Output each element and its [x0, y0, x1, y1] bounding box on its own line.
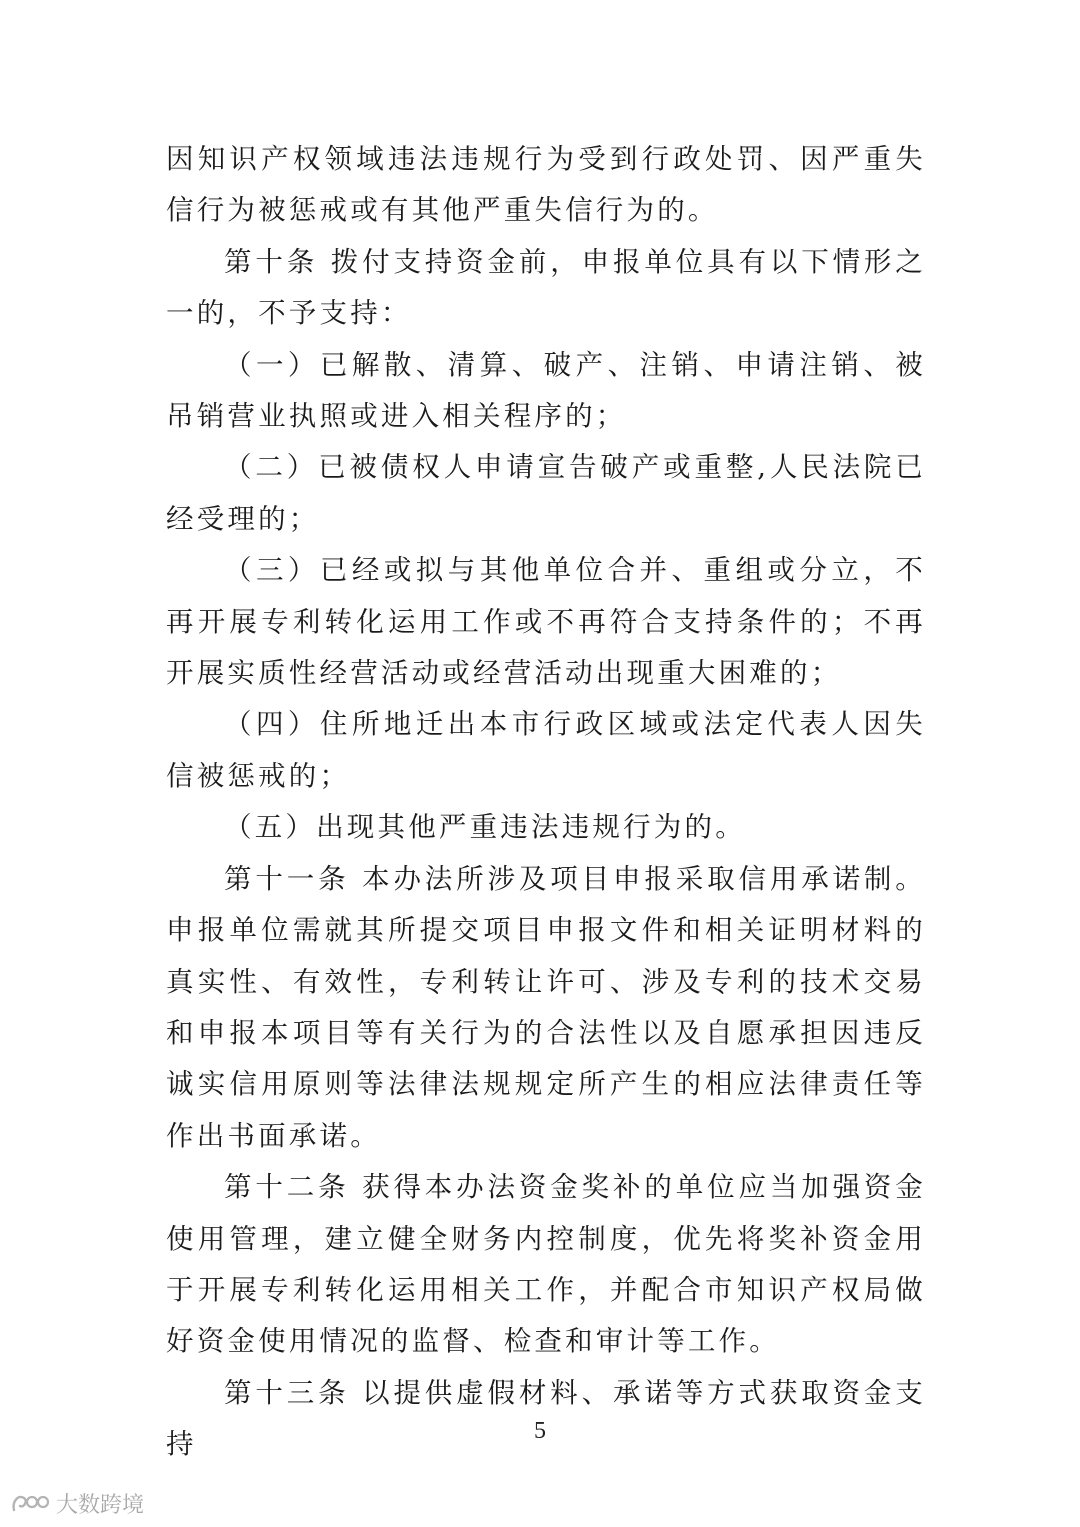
paragraph-article-10: 第十条 拨付支持资金前，申报单位具有以下情形之一的，不予支持：	[166, 245, 926, 330]
paragraph-article-13: 第十三条 以提供虚假材料、承诺等方式获取资金支持	[166, 1376, 926, 1461]
paragraph-article-11: 第十一条 本办法所涉及项目申报采取信用承诺制。申报单位需就其所提交项目申报文件和相关证明材料的真实性、有效性，专利转让许可、涉及专利的技术交易和申报本项目等有关行为的合法性以及自愿承担因违反诚实信用原则等法律法规规定所产生的相应法律责任等作出书面承诺。	[166, 862, 926, 1152]
paragraph-item-5: （五）出现其他严重违法违规行为的。	[224, 811, 746, 844]
logo-icon	[10, 1490, 50, 1516]
watermark-text: 大数跨境	[56, 1492, 145, 1518]
paragraph-item-1: （一）已解散、清算、破产、注销、申请注销、被吊销营业执照或进入相关程序的；	[166, 348, 926, 433]
paragraph-continued: 因知识产权领域违法违规行为受到行政处罚、因严重失信行为被惩戒或有其他严重失信行为的。	[166, 143, 926, 227]
paragraph-item-3: （三）已经或拟与其他单位合并、重组或分立，不再开展专利转化运用工作或不再符合支持条件的；不再开展实质性经营活动或经营活动出现重大困难的；	[166, 554, 926, 690]
paragraph-item-4: （四）住所地迁出本市行政区域或法定代表人因失信被惩戒的；	[166, 708, 926, 792]
paragraph-article-12: 第十二条 获得本办法资金奖补的单位应当加强资金使用管理，建立健全财务内控制度，优先将奖补资金用于开展专利转化运用相关工作，并配合市知识产权局做好资金使用情况的监督、检查和审计等工作。	[166, 1171, 926, 1358]
document-body	[166, 134, 926, 1471]
page-number: 5	[534, 1418, 546, 1444]
watermark	[10, 1489, 144, 1517]
paragraph-item-2: （二）已被债权人申请宣告破产或重整,人民法院已经受理的；	[166, 451, 926, 535]
